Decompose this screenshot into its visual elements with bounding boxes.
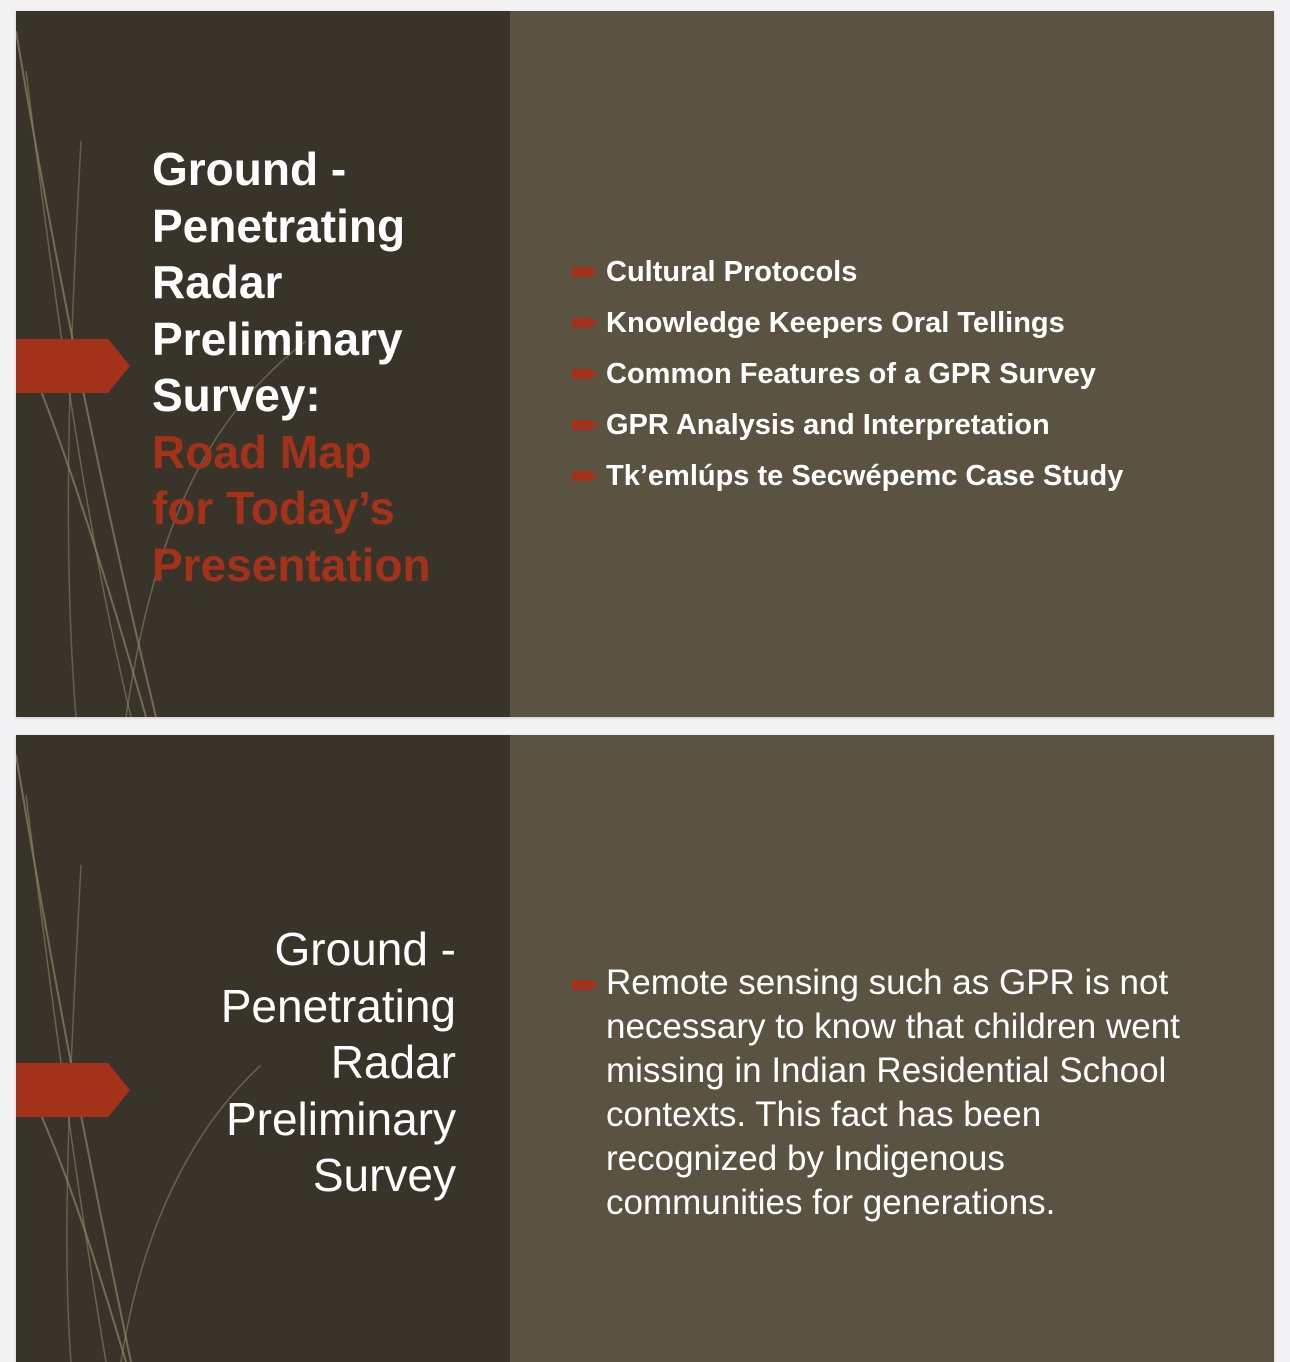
title-line: Ground - <box>152 143 347 195</box>
bullet-item <box>572 298 1123 349</box>
bullet-text: Tk’emlúps te Secwépemc Case Study <box>606 460 1124 492</box>
subtitle-line: for Today’s <box>152 482 395 534</box>
title-line: Preliminary <box>225 1092 456 1145</box>
arrow-tag-icon <box>16 1063 130 1117</box>
subtitle-line: Road Map <box>152 425 372 478</box>
arrow-bullet-icon <box>572 317 598 329</box>
title-line: Preliminary <box>152 312 403 365</box>
slide-1-title <box>152 141 492 593</box>
bullet-item <box>572 349 1123 400</box>
slide-1-left-panel <box>16 11 510 717</box>
title-line: Survey: <box>152 369 321 421</box>
bullet-item <box>572 451 1123 502</box>
slide-2-bullet <box>572 961 1212 1225</box>
bullet-item <box>572 247 1123 298</box>
subtitle-line: Presentation <box>152 538 431 591</box>
bullet-text: Knowledge Keepers Oral Tellings <box>606 307 1065 339</box>
arrow-bullet-icon <box>572 419 598 431</box>
title-line: Radar <box>152 256 283 308</box>
slide-2 <box>16 735 1274 1362</box>
arrow-bullet-icon <box>572 368 598 380</box>
bullet-text: GPR Analysis and Interpretation <box>606 409 1050 441</box>
title-line: Penetrating <box>220 979 456 1032</box>
title-line: Radar <box>330 1036 456 1088</box>
slide-1-bullet-list <box>572 247 1123 502</box>
arrow-bullet-icon <box>572 470 598 482</box>
title-line: Penetrating <box>152 199 406 252</box>
arrow-tag-icon <box>16 339 130 393</box>
title-line: Ground - <box>274 923 456 975</box>
slide-2-paragraph: Remote sensing such as GPR is not necessary to know that children went missing in Indian Residential School contexts. This fact has been recognized by Indigenous communities for generations. <box>606 963 1180 1222</box>
bullet-text: Common Features of a GPR Survey <box>606 358 1096 390</box>
arrow-bullet-icon <box>572 979 598 991</box>
arrow-bullet-icon <box>572 266 598 278</box>
bullet-text: Cultural Protocols <box>606 256 858 288</box>
title-line: Survey <box>312 1149 456 1201</box>
bullet-item <box>572 400 1123 451</box>
slide-2-title <box>136 921 456 1204</box>
slide-1 <box>16 11 1274 717</box>
